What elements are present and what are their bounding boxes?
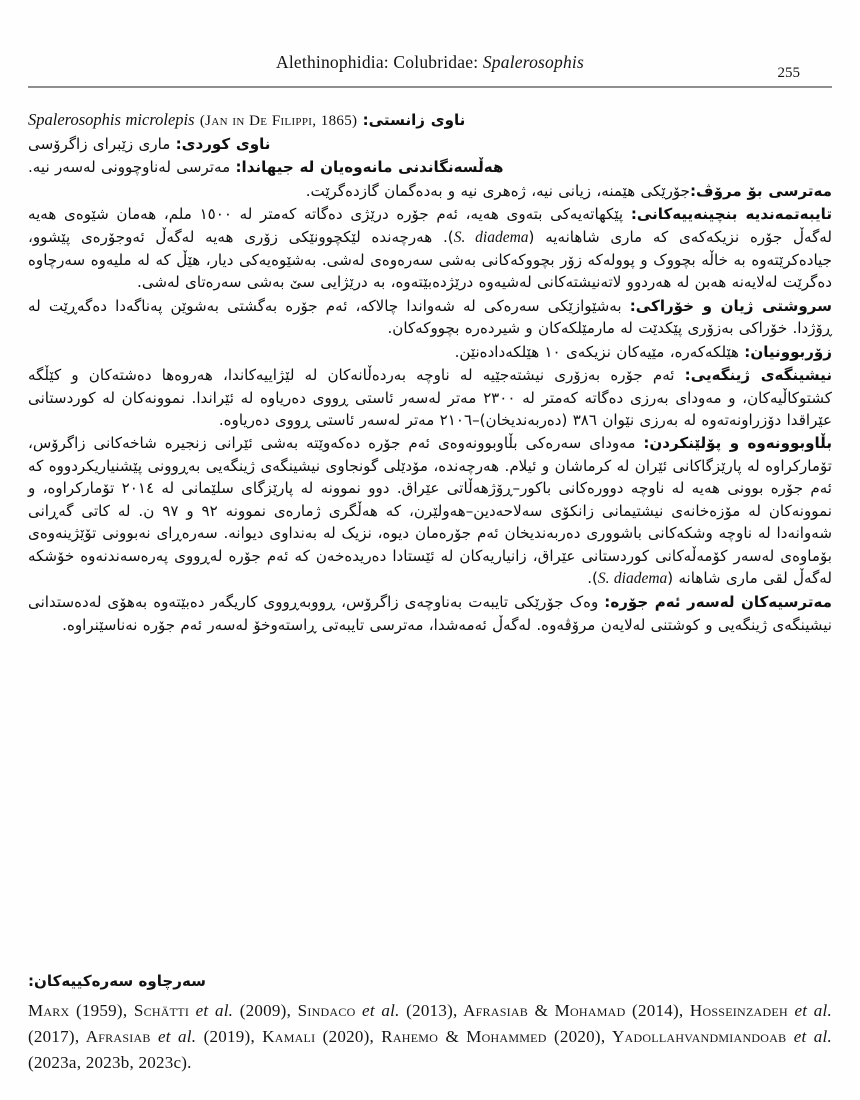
- section-ecology-and-diet: [28, 295, 832, 340]
- scientific-name-line: [28, 108, 832, 133]
- section-label: زۆربوونیان:: [744, 342, 832, 361]
- running-header: [30, 52, 830, 82]
- section-threats: [28, 591, 832, 636]
- section-label: بڵاوبوونەوە و پۆلێنکردن:: [643, 434, 832, 453]
- section-text: بەشێوازێکی سەرەکی لە شەواندا چالاکە، ئەم جۆرە بەگشتی بەشوێن پەناگەدا دەگەڕێت لە ڕۆژدا. خۆراکی بەزۆری پێکدێت لە مارمێلکەکان و شیردەرە بچووکەکان.: [28, 296, 832, 338]
- section-label: مەترسیەکان لەسەر ئەم جۆرە:: [604, 593, 832, 612]
- section-label: تایبەتمەندیە بنچینەییەکانی:: [630, 205, 832, 224]
- section-text: پێکهاتەیەکی بتەوی هەیە، ئەم جۆرە درێژی دەگاتە کەمتر لە ١٥٠٠ ملم، هەمان شێوەی هەیە لەگەڵ جۆرە نزیکەکەی کە ماری شاهانەیە (S. diadema). هەرچەندە لێکچوونێکی زۆری هەیە لەگەڵ ئەوجۆرەی پێشوو، جیادەکرێتەوە بە خاڵە بچووک و پوولەکە زۆر بچووکەکانی بەشی سەرەوەی لەشی. بەشێوەیەکی دیار، هێڵ کە لە ملیەوە سەرچاوە دەگرێت لەلایەنە هەبن لە هەردوو لاتەنیشتەکانی لەشیەوە درێژدەبێتەوە، بە درێژایی سێ بەشی سەرەتای لەشی.: [28, 205, 832, 292]
- section-danger-to-humans: [28, 180, 832, 202]
- section-text: هێلکەکەرە، مێیەکان نزیکەی ١٠ هێلکەدادەنێن.: [454, 342, 739, 361]
- kurdish-name-label: ناوی کوردی:: [175, 134, 271, 153]
- scientific-name-value: Spalerosophis microlepis: [28, 110, 195, 129]
- section-text: مەترسی لەناوچوونی لەسەر نیە.: [28, 158, 231, 177]
- references-block: [28, 970, 832, 1075]
- section-text: جۆرێکی هێمنە، زیانی نیە، ژەهری نیە و بەدەگمان گازدەگرێت.: [305, 181, 690, 200]
- scientific-name-latin: [28, 108, 357, 133]
- running-header-title: [276, 52, 584, 73]
- running-header-title-plain: Alethinophidia: Colubridae:: [276, 52, 483, 72]
- section-text: مەودای سەرەکی بڵاوبوونەوەی ئەم جۆرە دەکەوێتە بەشی ئێرانی زنجیرە شاخەکانی زاگرۆس، تۆمارکراوە لە پارێزگاکانی ئێران لە کرماشان و ئیلام. هەرچەندە، مۆدێلی گونجاوی نیشینگەی ژینگەیی بەڕوونی پێشنیاریکردووە کە ئەم جۆرە بوونی هەیە لە ناوچە دوورەکانی باکور–ڕۆژهەڵاتی عێراق. دوو نموونە لە پارێزگای سلێمانی لە ٢٠١٤ تۆمارکراوە، و نموونەکان لە مۆزەخانەی نیشتیمانی زانکۆی سەلاحەدین–هەولێرن، کە هەڵگری ژمارەی نموونە ٩٢ و ٩٧ ن. لە کاتی گەڕانی شەوانەدا لە ناوچە وشکەکانی باشووری دەربەندیخان ئەم جۆرەمان دیوە، نزیک لە بەنداوی دیوانە. سەرەڕای نەبوونی تۆێژینەوەی بۆماوەی لەسەر کۆمەڵەکانی کوردستانی عێراق، زانیاریەکان لە ئێستادا دەریدەخەن کە ئەم جۆرە لەڕووی پەرەسەندنەوە خۆشکە لەگەڵ لقی ماری شاهانە (S. diadema).: [28, 434, 833, 588]
- section-label: نیشینگەی ژینگەیی:: [684, 366, 832, 385]
- header-rule: [28, 86, 832, 88]
- references-heading: سەرچاوە سەرەکییەکان:: [28, 972, 206, 990]
- section-distribution-and-classification: [28, 432, 832, 590]
- page-number: 255: [777, 65, 800, 81]
- section-diagnostic-characters: [28, 203, 832, 294]
- section-label: هەڵسەنگاندنی مانەوەیان لە جیهاندا:: [235, 158, 504, 177]
- kurdish-name-value: ماری زێبرای زاگرۆسی: [28, 134, 171, 153]
- section-reproduction: [28, 341, 832, 363]
- section-habitat: [28, 364, 832, 431]
- section-iucn-assessment: [28, 156, 832, 178]
- kurdish-name-line: [28, 133, 832, 155]
- scientific-name-authority: (Jan in De Filippi, 1865): [199, 113, 358, 129]
- section-label: مەترسی بۆ مرۆڤ:: [690, 181, 832, 200]
- scientific-name-label: ناوی زانستی:: [362, 111, 466, 129]
- section-text: وەک جۆرێکی تایبەت بەناوچەی زاگرۆس، ڕووبەڕووی کاریگەر دەبێتەوە بەهۆی لەدەستدانی نیشینگەی ژینگەیی و کوشتنی لەلایەن مرۆڤەوە. لەگەڵ ئەمەشدا، مەترسی تایبەتی ڕاستەوخۆ لەسەر ئەم جۆرە نەناسێنراوە.: [28, 593, 832, 634]
- running-header-title-italic: Spalerosophis: [482, 52, 584, 72]
- references-list: Marx (1959), Schätti et al. (2009), Sindaco et al. (2013), Afrasiab & Mohamad (2014), Hosseinzadeh et al. (2017), Afrasiab et al. (2019), Kamali (2020), Rahemo & Mohammed (2020), Yadollahvandmiandoab et al. (2023a, 2023b, 2023c).: [28, 1000, 833, 1072]
- body-column: [28, 108, 832, 636]
- section-text: ئەم جۆرە بەزۆری نیشتەجێیە لە ناوچە بەردەڵانەکان لە لێژاییەکاندا، هەروەها دەشتەکان و کێڵگە کشتوکاڵیەکان، و مەودای بەرزی دەگاتە کەمتر لە ٢٣٠٠ مەتر لەسەر ئاستی ڕووی دەریاوە لە ئێراندا. نموونەکان لە کوردستانی عێراقدا دۆزراونەتەوە لە بەرزی نێوان ٣٨٦ (دەربەندیخان)–٢١٠٦ مەتر لەسەر ئاستی ڕووی دەریاوە.: [28, 366, 832, 429]
- section-label: سروشتی ژیان و خۆراکی:: [629, 296, 832, 315]
